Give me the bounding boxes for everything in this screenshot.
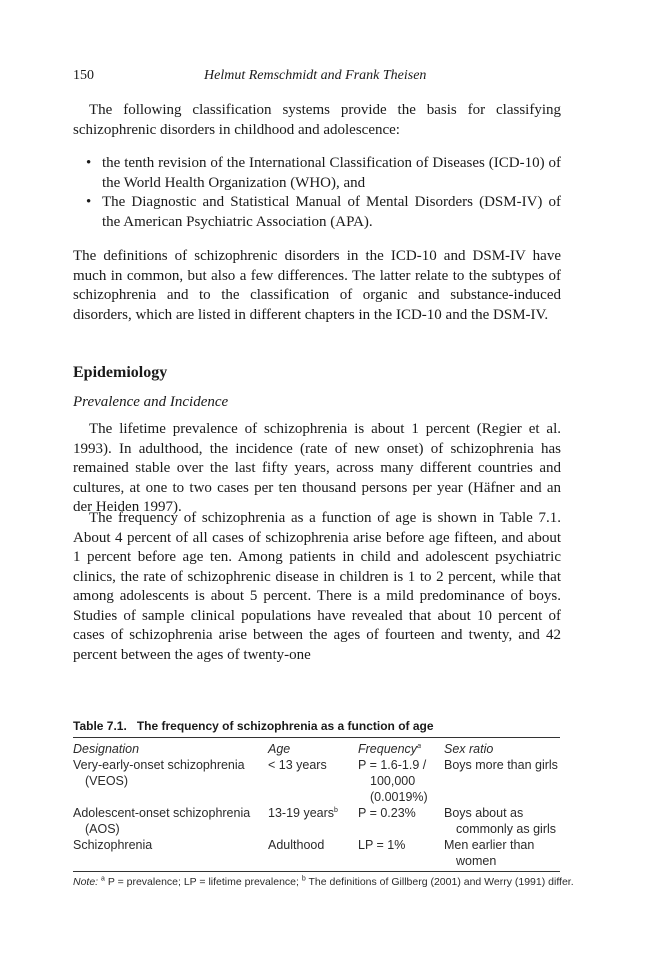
- column-header-frequency: Frequency$^a$: [358, 742, 421, 756]
- column-header-designation: Designation: [73, 742, 140, 756]
- table-caption: [73, 719, 434, 733]
- footnote-mark: a: [417, 742, 421, 750]
- table-cell-sex-ratio: Men earlier than women: [444, 838, 535, 868]
- column-header-sex-ratio: Sex ratio: [444, 742, 494, 756]
- table-cell-frequency: P = 0.23%: [358, 806, 416, 820]
- table-bottom-rule: [73, 871, 560, 872]
- bullet-icon: •: [86, 194, 92, 210]
- table-cell-frequency: P = 1.6-1.9 / 100,000 (0.0019%): [358, 758, 428, 804]
- table-label: Table 7.1.: [73, 719, 127, 733]
- table-cell-designation: Adolescent-onset schizophrenia (AOS): [73, 806, 251, 836]
- table-cell-sex-ratio: Boys more than girls: [444, 758, 558, 772]
- page-number: 150: [73, 68, 94, 83]
- list-item: [73, 154, 561, 193]
- table-top-rule: [73, 737, 560, 738]
- table-cell-designation: Very-early-onset schizophrenia (VEOS): [73, 758, 245, 788]
- list-item: [73, 193, 561, 232]
- age-frequency-paragraph: The frequency of schizophrenia as a function of age is shown in Table 7.1. About 4 percent of all cases of schizophrenia arise before age fifteen, and about 1 percent before age ten. Among patients in child and adolescent psychiatric clinics, the rate of schizophrenic disease in children is 1 to 2 percent, while that among adolescents is about 5 percent. There is a mild predominance of boys. Studies of sample clinical populations have revealed that about 10 percent of cases of schizophrenia arise between the ages of fourteen and twenty, and 42 percent between the ages of twenty-one: [73, 510, 561, 663]
- prevalence-paragraph: The lifetime prevalence of schizophrenia is about 1 percent (Regier et al. 1993). In adulthood, the incidence (rate of new onset) of schizophrenia has remained stable over the last fifty years, across many different countries and cultures, at one to two cases per ten thousand persons per year (Häfner and an der Heiden 1997).: [73, 421, 561, 515]
- running-header: [73, 68, 561, 88]
- section-heading: Epidemiology: [73, 364, 168, 381]
- table-cell-age: Adulthood: [268, 838, 325, 852]
- note-label: Note:: [73, 876, 99, 888]
- table-cell-age: < 13 years: [268, 758, 327, 772]
- list-item-text: The Diagnostic and Statistical Manual of Mental Disorders (DSM-IV) of the American Psychiatric Association (APA).: [102, 194, 561, 230]
- running-title: Helmut Remschmidt and Frank Theisen: [204, 68, 427, 83]
- definitions-paragraph: The definitions of schizophrenic disorders in the ICD-10 and DSM-IV have much in common, but also a few differences. The latter relate to the subtypes of schizophrenia and to the classification of organic and substance-induced disorders, which are listed in different chapters in the ICD-10 and the DSM-IV.: [73, 248, 561, 323]
- footnote-mark: b: [334, 806, 338, 814]
- table-cell-designation: Schizophrenia: [73, 838, 153, 852]
- intro-paragraph: The following classification systems provide the basis for classifying schizophrenic disorders in childhood and adolescence:: [73, 102, 561, 138]
- classification-list: [73, 154, 561, 232]
- table-title: The frequency of schizophrenia as a function of age: [136, 719, 434, 733]
- table-cell-age: 13-19 years$^b$: [268, 806, 338, 820]
- note-text-b: The definitions of Gillberg (2001) and Werry (1991) differ.: [305, 876, 574, 888]
- table-note: [73, 876, 574, 888]
- note-text-a: P = prevalence; LP = lifetime prevalence;: [104, 876, 302, 888]
- subsection-heading: Prevalence and Incidence: [73, 394, 229, 410]
- footnote-mark: b: [301, 875, 306, 883]
- table-cell-sex-ratio: Boys about as commonly as girls: [444, 806, 557, 836]
- table-cell-frequency: LP = 1%: [358, 838, 406, 852]
- list-item-text: the tenth revision of the International Classification of Diseases (ICD-10) of the World Health Organization (WHO), and: [102, 155, 561, 191]
- column-header-age: Age: [268, 742, 291, 756]
- bullet-icon: •: [86, 155, 92, 171]
- footnote-mark: a: [101, 875, 105, 883]
